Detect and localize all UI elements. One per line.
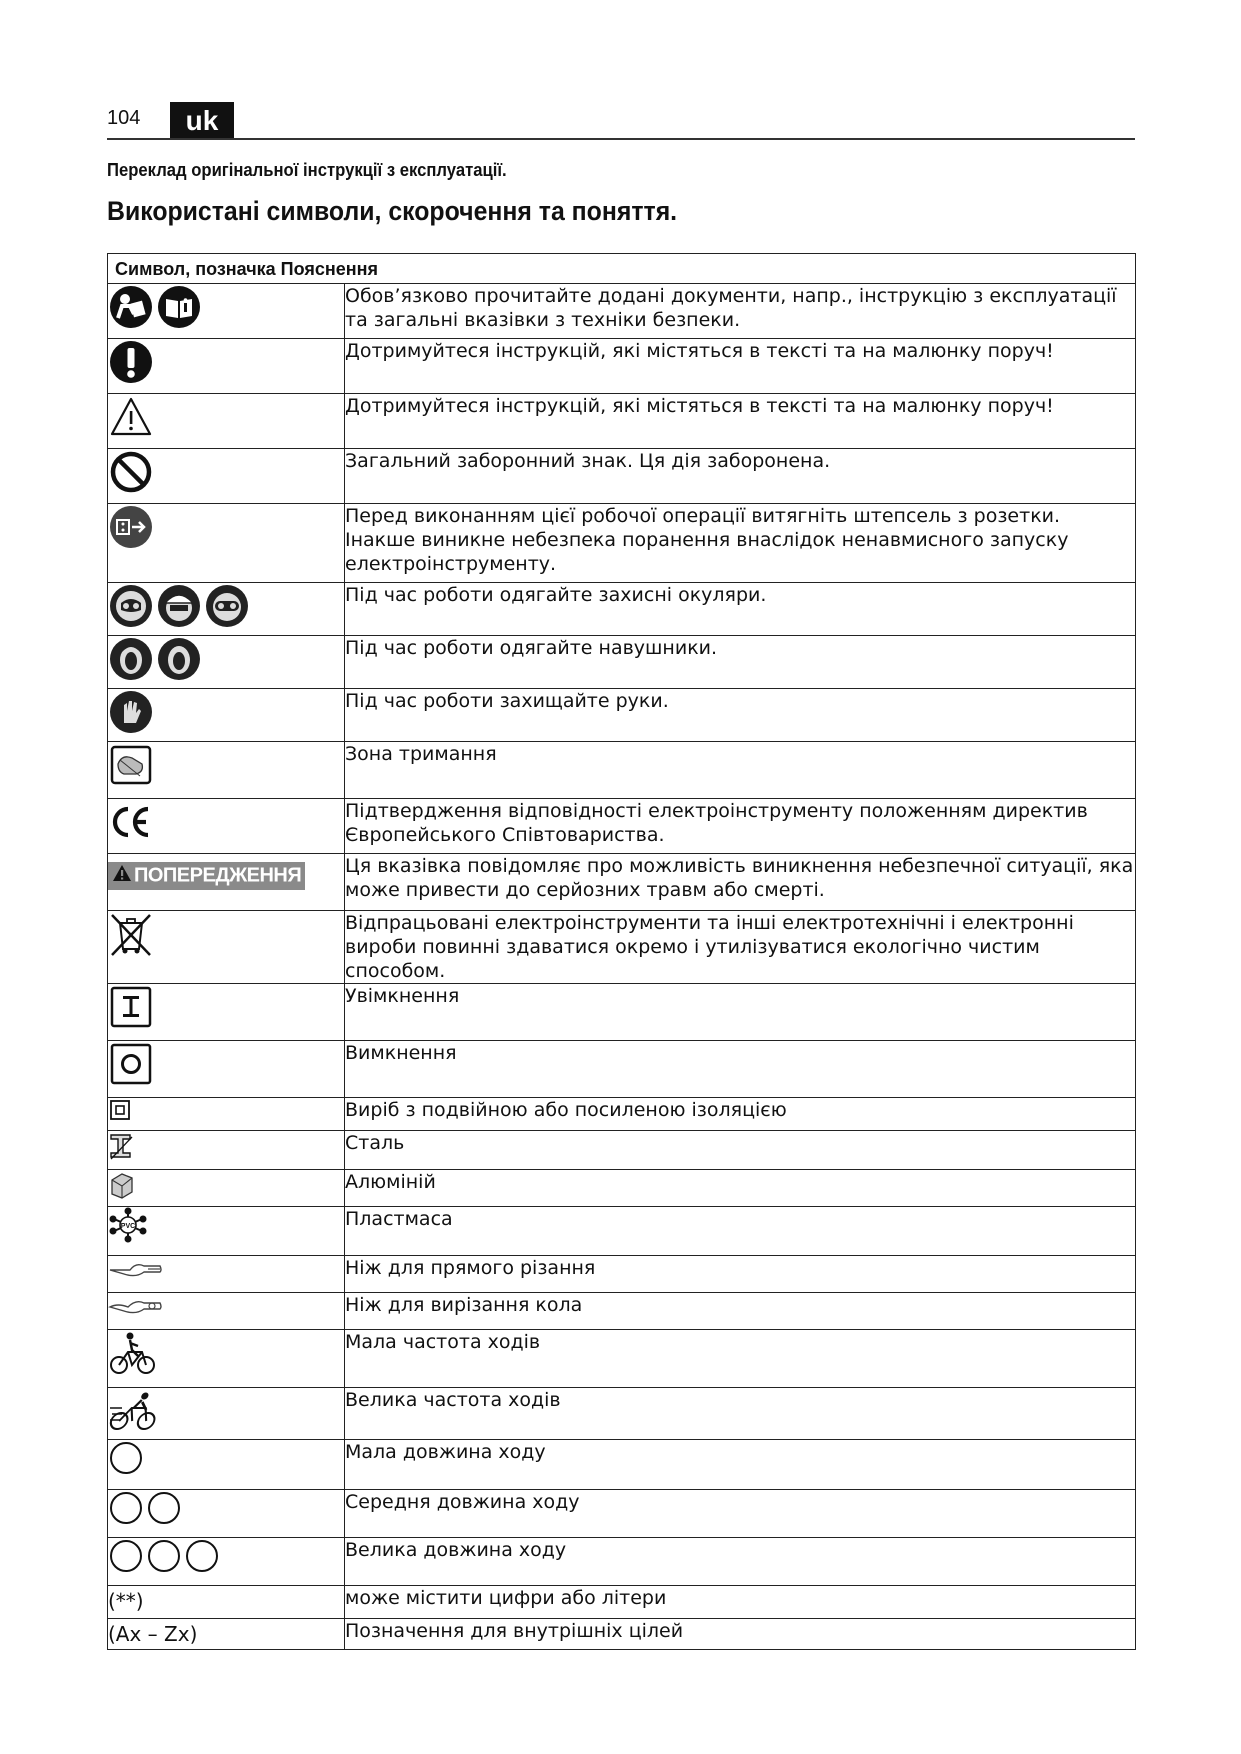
goggles-icon [204,583,250,629]
description-cell: Дотримуйтеся інструкцій, які містяться в тексті та на малюнку поруч! [345,394,1136,449]
power-off-icon [108,1041,154,1087]
symbol-cell [108,1041,345,1098]
ear-protection-icon [108,636,154,682]
table-row [108,984,1136,1041]
symbol-cell [108,1330,345,1388]
page-heading: Використані символи, скорочення та поняття. [107,196,678,226]
symbol-cell [108,854,345,911]
description-cell: Під час роботи захищайте руки. [345,689,1136,742]
table-row [108,449,1136,504]
symbol-cell [108,1388,345,1440]
symbol-cell [108,742,345,799]
symbol-cell [108,504,345,583]
table-row [108,1538,1136,1586]
table-row [108,742,1136,799]
description-cell: Під час роботи одягайте захисні окуляри. [345,583,1136,636]
table-row [108,1330,1136,1388]
symbol-cell [108,449,345,504]
description-cell: може містити цифри або літери [345,1586,1136,1619]
description-cell: Виріб з подвійною або посиленою ізоляцією [345,1098,1136,1131]
symbol-cell [108,1586,345,1619]
symbol-code: (Ax – Zx) [108,1622,198,1646]
symbol-code: (**) [108,1589,144,1613]
description-cell: Середня довжина ходу [345,1490,1136,1538]
description-cell: Дотримуйтеся інструкцій, які містяться в тексті та на малюнку поруч! [345,339,1136,394]
table-row [108,1207,1136,1256]
slow-bicycle-icon [108,1330,158,1376]
stroke-circle-icon [108,1490,144,1526]
description-cell: Зона тримання [345,742,1136,799]
fast-bicycle-icon [108,1388,164,1434]
ce-mark-icon [108,799,154,845]
glove-icon [108,689,154,735]
table-row [108,636,1136,689]
description-cell: Під час роботи одягайте навушники. [345,636,1136,689]
description-cell: Сталь [345,1131,1136,1170]
table-row [108,1440,1136,1490]
symbol-cell [108,689,345,742]
table-row [108,339,1136,394]
description-cell: Загальний заборонний знак. Ця дія заборонена. [345,449,1136,504]
table-row [108,1619,1136,1650]
aluminium-icon [108,1170,136,1200]
steel-icon [108,1131,136,1161]
symbols-table [107,253,1136,1650]
description-cell: Позначення для внутрішніх цілей [345,1619,1136,1650]
description-cell: Велика частота ходів [345,1388,1136,1440]
weee-bin-icon [108,911,154,957]
circle-cut-knife-icon [108,1293,164,1317]
language-tab: uk [170,102,234,140]
symbol-cell [108,1619,345,1650]
description-cell: Підтвердження відповідності електроінструменту положенням директив Європейського Співтовариства. [345,799,1136,854]
table-row [108,1586,1136,1619]
symbol-cell [108,636,345,689]
symbol-cell [108,799,345,854]
ear-protection-icon-2 [156,636,202,682]
table-row [108,1041,1136,1098]
table-row [108,1131,1136,1170]
subtitle: Переклад оригінальної інструкції з експлуатації. [107,159,507,180]
table-row [108,1293,1136,1330]
table-row [108,504,1136,583]
symbol-cell [108,1538,345,1586]
description-cell: Мала частота ходів [345,1330,1136,1388]
symbol-cell [108,1131,345,1170]
double-insulation-icon [108,1098,132,1122]
svg-text:PVC: PVC [120,1223,136,1230]
manual-book-icon [156,284,202,330]
table-row [108,1256,1136,1293]
symbol-cell [108,1293,345,1330]
page-number: 104 [107,107,141,129]
prohibition-icon [108,449,154,495]
plastic-pvc-icon [108,1207,148,1243]
description-cell: Ніж для вирізання кола [345,1293,1136,1330]
description-cell: Відпрацьовані електроінструменти та інші електротехнічні і електронні вироби повинні здаватися окремо і утилізуватися екологічно чистим способом. [345,911,1136,984]
table-row [108,1098,1136,1131]
table-row [108,284,1136,339]
description-cell: Ніж для прямого різання [345,1256,1136,1293]
table-row [108,854,1136,911]
table-row [108,394,1136,449]
table-row [108,583,1136,636]
symbol-cell [108,1440,345,1490]
table-row [108,689,1136,742]
table-row [108,1170,1136,1207]
warning-triangle-icon [108,394,154,440]
stroke-circle-icon [108,1440,144,1476]
description-cell: Обов’язково прочитайте додані документи, напр., інструкцію з експлуатації та загальні вказівки з техніки безпеки. [345,284,1136,339]
description-cell: Увімкнення [345,984,1136,1041]
stroke-circle-icon [146,1538,182,1574]
symbol-cell [108,583,345,636]
description-cell: Велика довжина ходу [345,1538,1136,1586]
exclamation-circle-icon [108,339,154,385]
symbol-cell [108,911,345,984]
stroke-circle-icon [108,1538,144,1574]
helmet-icon [156,583,202,629]
description-cell: Пластмаса [345,1207,1136,1256]
symbol-cell [108,1207,345,1256]
top-rule [107,138,1135,140]
symbol-cell [108,1170,345,1207]
symbol-cell [108,339,345,394]
description-cell: Вимкнення [345,1041,1136,1098]
table-row [108,911,1136,984]
warning-badge [108,862,305,890]
symbol-cell [108,984,345,1041]
face-shield-icon [108,583,154,629]
stroke-circle-icon [146,1490,182,1526]
straight-cut-knife-icon [108,1256,164,1280]
table-row [108,1490,1136,1538]
description-cell: Перед виконанням цієї робочої операції витягніть штепсель з розетки. Інакше виникне небезпека поранення внаслідок ненавмисного запуску електроінструменту. [345,504,1136,583]
read-manual-icon [108,284,154,330]
power-on-icon [108,984,154,1030]
table-row [108,799,1136,854]
stroke-circle-icon [184,1538,220,1574]
symbol-cell [108,1098,345,1131]
symbol-cell [108,1256,345,1293]
warning-badge-label: ПОПЕРЕДЖЕННЯ [134,864,302,887]
symbol-cell [108,284,345,339]
description-cell: Ця вказівка повідомляє про можливість виникнення небезпечної ситуації, яка може привести до серйозних травм або смерті. [345,854,1136,911]
description-cell: Алюміній [345,1170,1136,1207]
table-header: Символ, позначка Пояснення [108,254,1136,284]
unplug-icon [108,504,154,550]
grip-zone-icon [108,742,154,788]
symbol-cell [108,394,345,449]
table-row [108,1388,1136,1440]
warning-triangle-icon [112,864,132,888]
description-cell: Мала довжина ходу [345,1440,1136,1490]
symbol-cell [108,1490,345,1538]
